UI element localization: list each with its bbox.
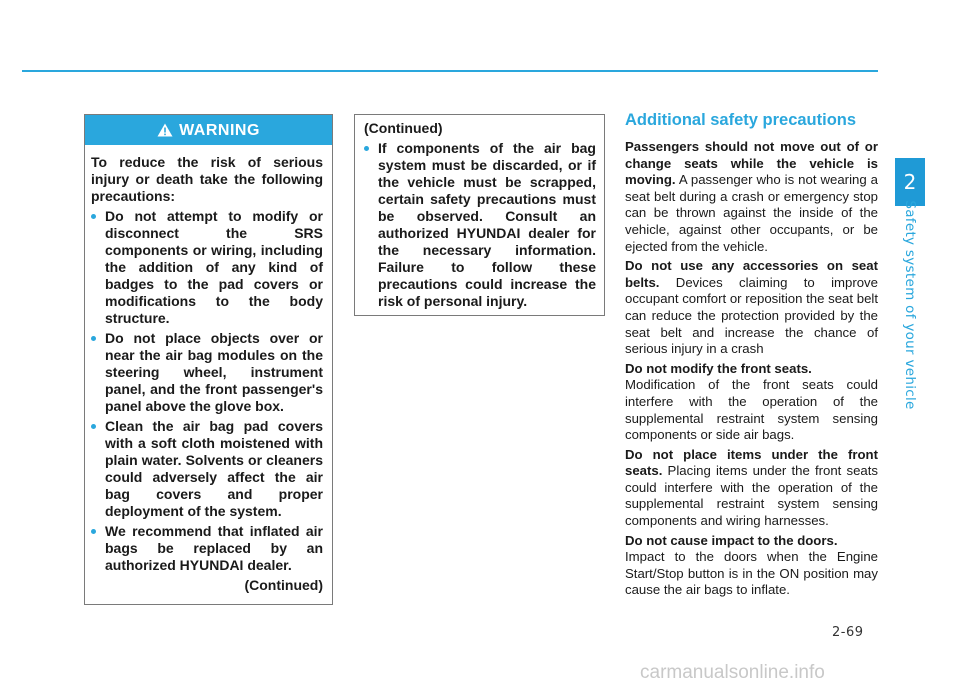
paragraph-text: Modification of the front seats could interfere with the operation of the supplemental restraint system sensing components or side air bags. bbox=[625, 377, 878, 443]
warning-box bbox=[84, 114, 333, 605]
warning-body bbox=[85, 145, 332, 594]
warning-bullet-text: Do not attempt to modify or disconnect the SRS components or wiring, including the addition of any kind of badges to the pad covers or modifications to the body structure. bbox=[105, 208, 323, 326]
bullet-dot bbox=[91, 336, 96, 341]
warning-intro: To reduce the risk of serious injury or death take the following precautions: bbox=[91, 154, 323, 204]
paragraph-lead: Passengers should not move out of or change seats while the vehicle is moving. bbox=[625, 139, 878, 188]
top-rule bbox=[22, 70, 878, 72]
continued-box bbox=[354, 114, 605, 316]
bullet-dot bbox=[364, 146, 369, 151]
paragraph-lead: Do not place items under the front seats. bbox=[625, 446, 878, 479]
page-number: 2-69 bbox=[832, 625, 864, 640]
chapter-number: 2 bbox=[903, 170, 917, 194]
warning-header bbox=[85, 115, 332, 145]
paragraph-lead: Do not modify the front seats. bbox=[625, 360, 812, 376]
warning-bullet-text: Clean the air bag pad covers with a soft cloth moistened with plain water. Solvents or cleaners could adversely affect the air bag covers and proper deployment of the system. bbox=[105, 418, 323, 519]
watermark-link[interactable]: carmanualsonline.info bbox=[640, 662, 825, 683]
bullet-dot bbox=[91, 529, 96, 534]
section-title: Additional safety precautions bbox=[625, 111, 857, 129]
safety-section bbox=[625, 110, 878, 602]
paragraph-lead: Do not use any accessories on seat belts. bbox=[625, 258, 878, 290]
continued-header: (Continued) bbox=[364, 120, 443, 136]
chapter-tab bbox=[895, 158, 925, 206]
warning-bullet bbox=[91, 523, 323, 574]
paragraph-lead: Do not cause impact to the doors. bbox=[625, 532, 838, 548]
warning-bullet bbox=[91, 208, 323, 327]
bullet-dot bbox=[91, 214, 96, 219]
continued-bullet bbox=[364, 140, 596, 310]
paragraph-text: Devices claiming to improve occupant comfort or reposition the seat belt can reduce the protection provided by the seat belt and increase the chance of serious injury in a crash bbox=[625, 274, 878, 357]
continued-bullet-text: If components of the air bag system must be discarded, or if the vehicle must be scrapped, certain safety precautions must be observed. Consult an authorized HYUNDAI dealer for the necessary information. Failure to follow these precautions could increase the risk of personal injury. bbox=[378, 140, 596, 309]
chapter-title: Safety system of your vehicle bbox=[902, 200, 918, 410]
warning-title: WARNING bbox=[179, 121, 260, 139]
section-paragraph bbox=[625, 139, 878, 255]
section-paragraph bbox=[625, 533, 878, 599]
paragraph-text: Impact to the doors when the Engine Start/Stop button is in the ON position may cause the air bags to inflate. bbox=[625, 549, 878, 598]
warning-bullet-text: We recommend that inflated air bags be replaced by an authorized HYUNDAI dealer. bbox=[105, 523, 323, 573]
section-paragraph bbox=[625, 258, 878, 358]
warning-continued: (Continued) bbox=[244, 577, 323, 593]
section-paragraph bbox=[625, 361, 878, 444]
paragraph-text: Placing items under the front seats could interfere with the operation of the supplemental restraint system sensing components and wiring harnesses. bbox=[625, 463, 878, 529]
warning-bullet bbox=[91, 330, 323, 415]
paragraph-text: A passenger who is not wearing a seat belt during a crash or emergency stop can be thrown against the inside of the vehicle, against other occupants, or be ejected from the vehicle. bbox=[625, 172, 878, 254]
section-paragraph bbox=[625, 447, 878, 530]
warning-triangle-icon bbox=[157, 123, 173, 137]
warning-bullet bbox=[91, 418, 323, 520]
bullet-dot bbox=[91, 424, 96, 429]
warning-bullet-text: Do not place objects over or near the air bag modules on the steering wheel, instrument panel, and the front passenger's panel above the glove box. bbox=[105, 330, 323, 414]
